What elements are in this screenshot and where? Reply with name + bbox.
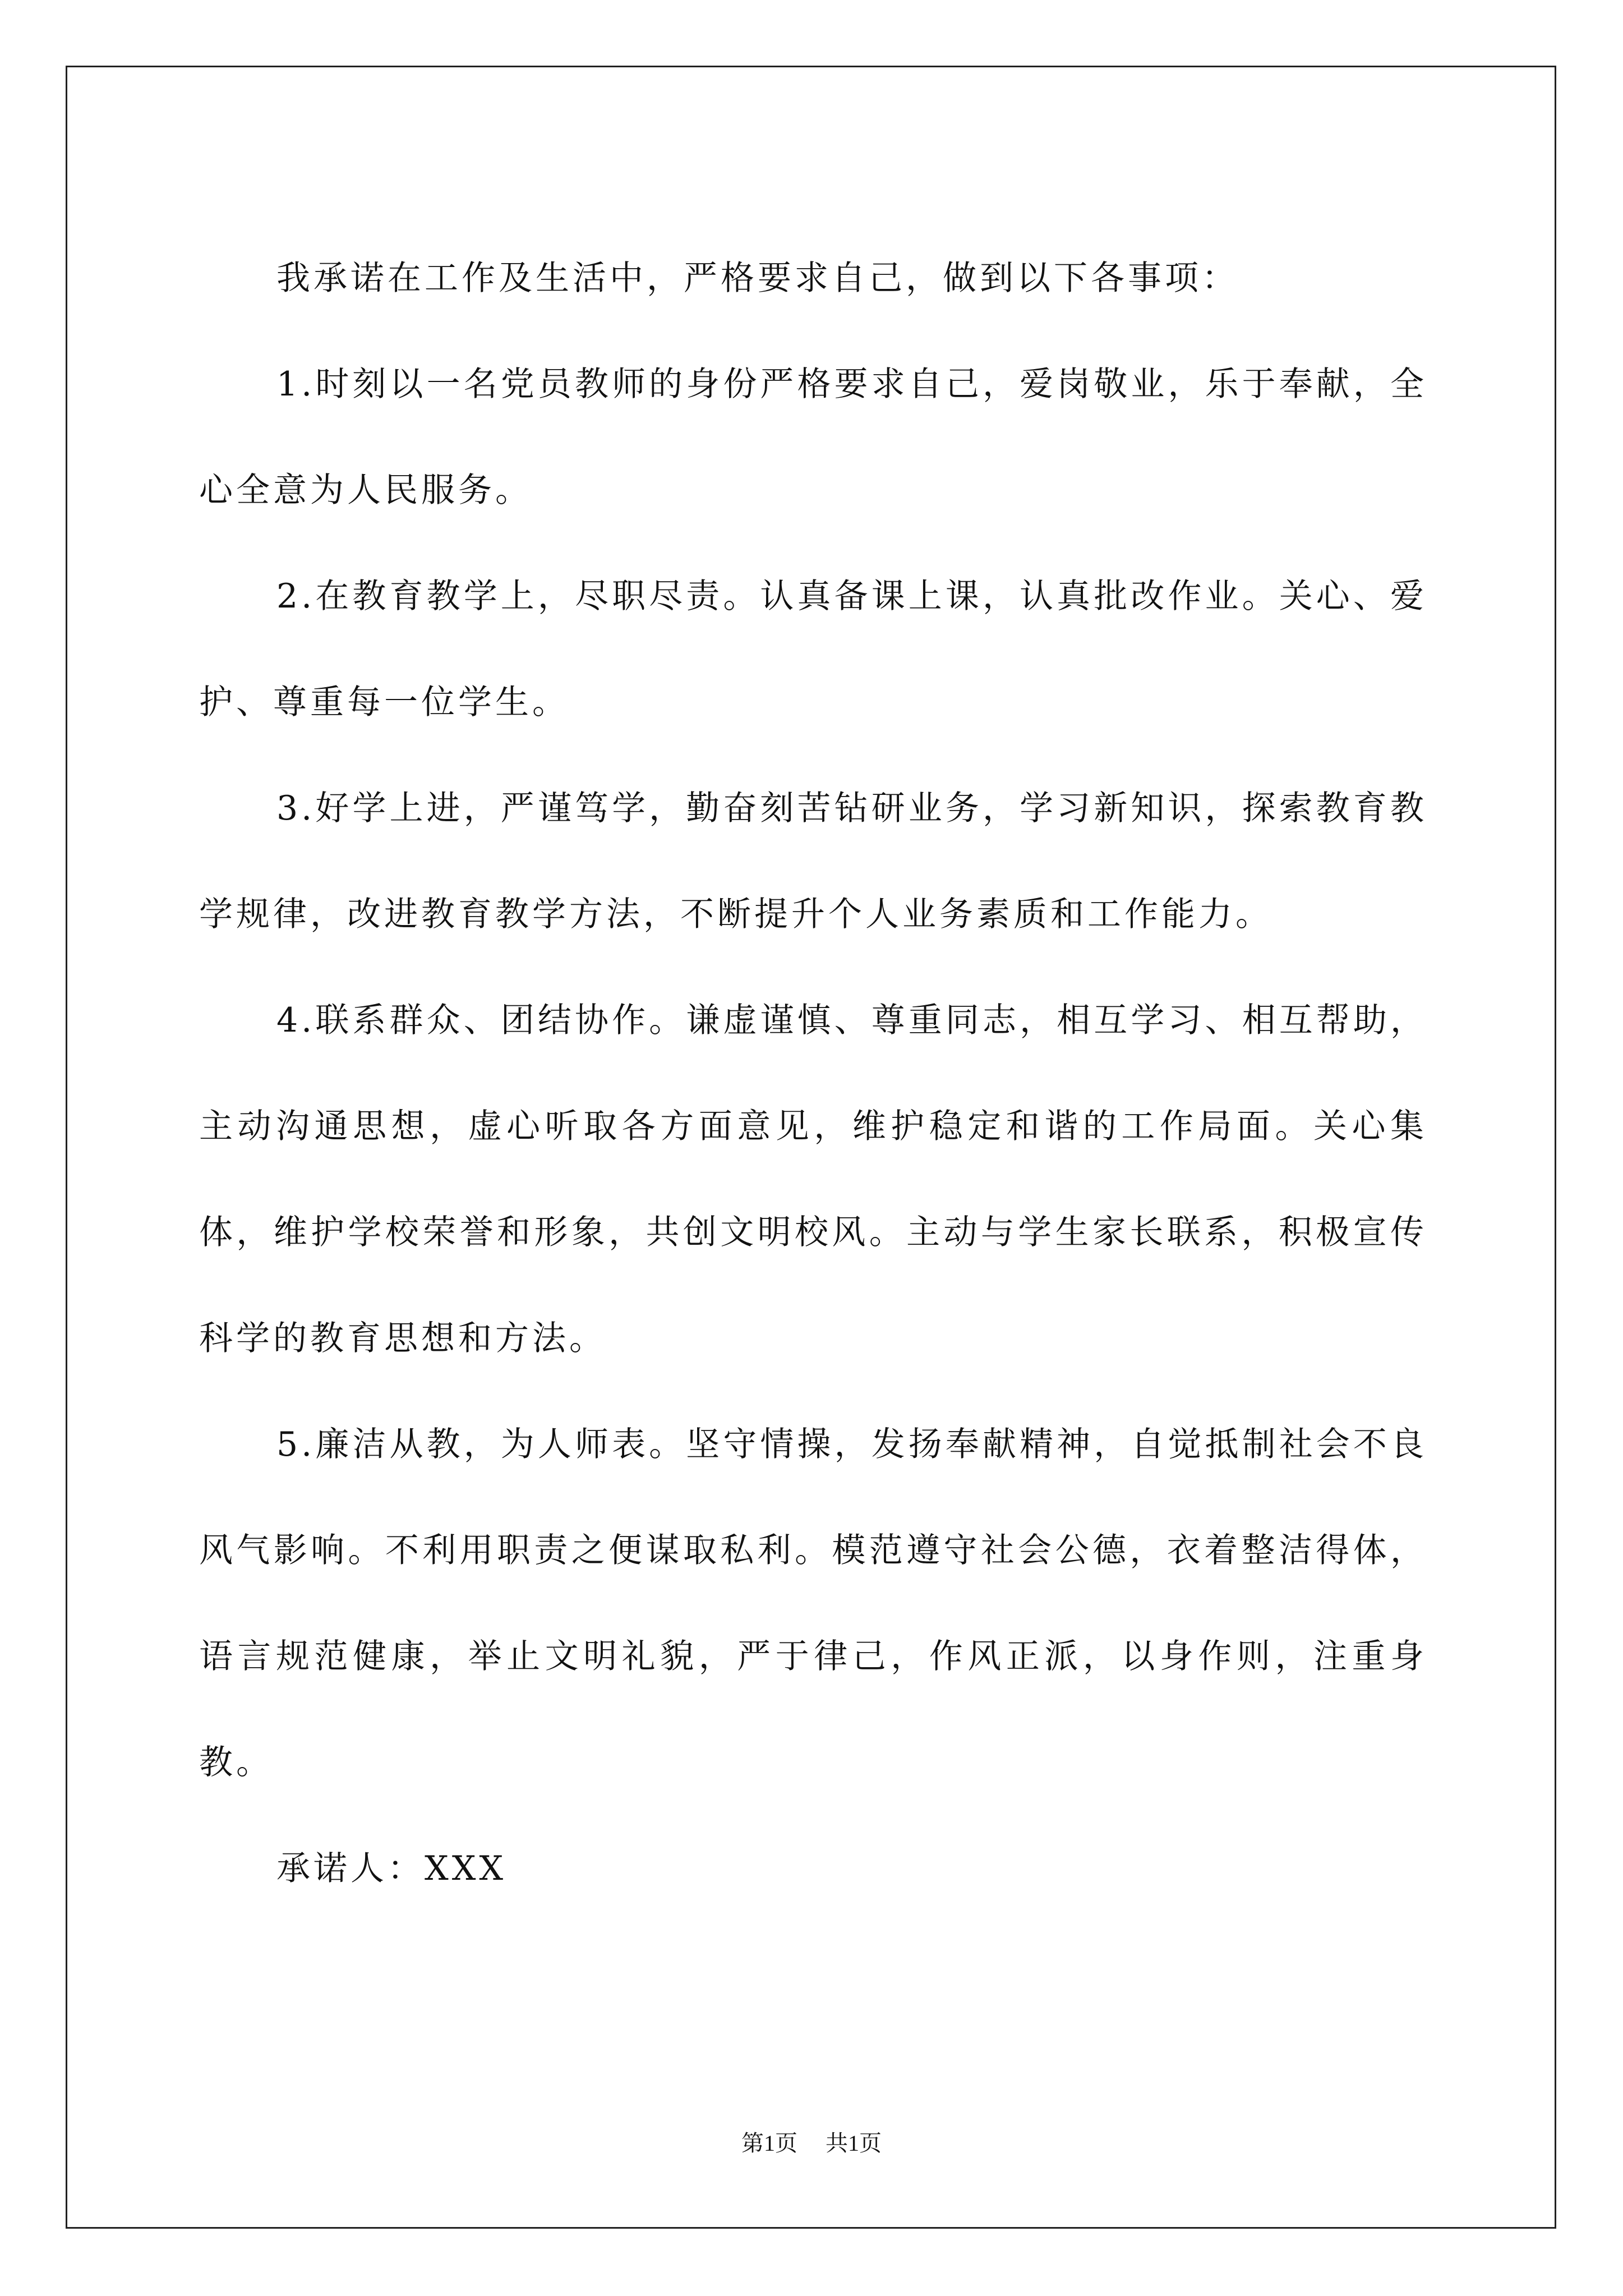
intro-paragraph: 我承诺在工作及生活中，严格要求自己，做到以下各事项： xyxy=(276,259,1239,298)
document-body xyxy=(199,226,1427,1922)
item-4-paragraph: 4.联系群众、团结协作。谦虚谨慎、尊重同志，相互学习、相互帮助，主动沟通思想，虚心听取各方面意见，维护稳定和谐的工作局面。关心集体，维护学校荣誉和形象，共创文明校风。主动与学生家长联系，积极宣传科学的教育思想和方法。 xyxy=(199,1001,1427,1358)
item-3-paragraph: 3.好学上进，严谨笃学，勤奋刻苦钻研业务，学习新知识，探索教育教学规律，改进教育教学方法，不断提升个人业务素质和工作能力。 xyxy=(199,789,1427,934)
page-footer xyxy=(0,2128,1623,2159)
page-number-current: 第1页 xyxy=(741,2131,797,2156)
item-2-paragraph: 2.在教育教学上，尽职尽责。认真备课上课，认真批改作业。关心、爱护、尊重每一位学生。 xyxy=(199,577,1427,722)
page-number-total: 共1页 xyxy=(826,2131,882,2156)
signature-line: 承诺人：XXX xyxy=(276,1849,507,1888)
item-1-paragraph: 1.时刻以一名党员教师的身份严格要求自己，爱岗敬业，乐于奉献，全心全意为人民服务。 xyxy=(199,365,1427,510)
item-5-paragraph: 5.廉洁从教，为人师表。坚守情操，发扬奉献精神，自觉抵制社会不良风气影响。不利用职责之便谋取私利。模范遵守社会公德，衣着整洁得体，语言规范健康，举止文明礼貌，严于律己，作风正派，以身作则，注重身教。 xyxy=(199,1425,1427,1782)
